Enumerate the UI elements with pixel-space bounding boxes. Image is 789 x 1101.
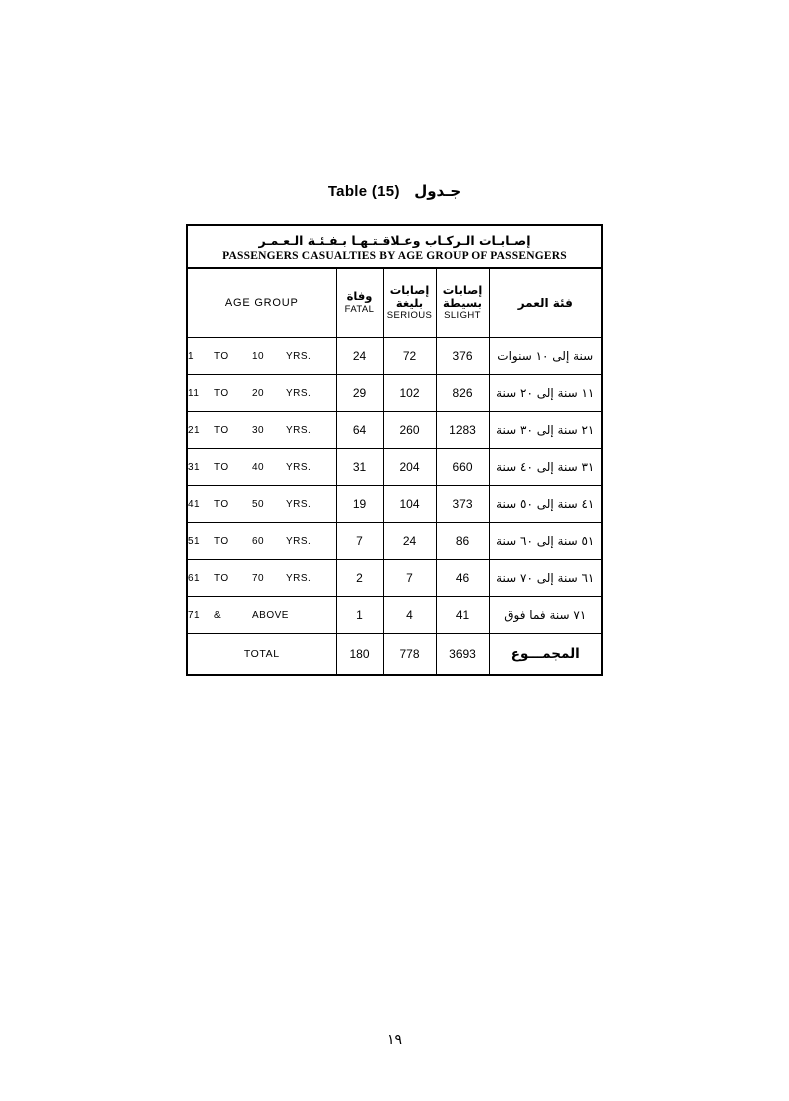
total-slight: 3693 <box>436 634 489 675</box>
cell-serious: 4 <box>383 597 436 634</box>
cell-age-range-ar: ٥١ سنة إلى ٦٠ سنة <box>489 523 601 560</box>
cell-age-range <box>188 560 336 597</box>
range-to: 20 <box>252 387 265 399</box>
range-unit: YRS. <box>286 424 312 436</box>
header-row <box>188 269 601 338</box>
table-head <box>188 269 601 338</box>
cell-age-range-ar: ٦١ سنة إلى ٧٠ سنة <box>489 560 601 597</box>
cell-slight: 86 <box>436 523 489 560</box>
cell-fatal: 64 <box>336 412 383 449</box>
casualties-table <box>186 224 603 676</box>
range-connector: TO <box>214 387 229 399</box>
cell-slight: 41 <box>436 597 489 634</box>
cell-fatal: 29 <box>336 375 383 412</box>
cell-age-range-ar: ٧١ سنة فما فوق <box>489 597 601 634</box>
cell-slight: 46 <box>436 560 489 597</box>
cell-fatal: 7 <box>336 523 383 560</box>
range-to: 60 <box>252 535 265 547</box>
range-connector: TO <box>214 572 229 584</box>
cell-serious: 7 <box>383 560 436 597</box>
range-to: ABOVE <box>252 609 289 621</box>
page-number: ١٩ <box>386 1032 403 1048</box>
cell-serious: 72 <box>383 338 436 375</box>
range-from: 1 <box>188 350 195 362</box>
cell-age-range <box>188 486 336 523</box>
table-row <box>188 560 601 597</box>
cell-fatal: 1 <box>336 597 383 634</box>
range-to: 50 <box>252 498 265 510</box>
range-to: 30 <box>252 424 265 436</box>
cell-age-range-ar: ٤١ سنة إلى ٥٠ سنة <box>489 486 601 523</box>
range-unit: YRS. <box>286 350 312 362</box>
header-serious-ar: إصابات بليغة <box>389 282 430 311</box>
table-row <box>188 523 601 560</box>
table-row <box>188 375 601 412</box>
range-connector: TO <box>214 350 229 362</box>
header-fatal <box>336 269 383 338</box>
cell-serious: 102 <box>383 375 436 412</box>
header-slight <box>436 269 489 338</box>
cell-age-range <box>188 449 336 486</box>
header-age-group-ar: فئة العمر <box>489 269 601 338</box>
table-row <box>188 412 601 449</box>
header-serious-en: SERIOUS <box>386 310 433 322</box>
range-unit: YRS. <box>286 387 312 399</box>
range-connector: & <box>214 609 222 621</box>
cell-age-range-ar: سنة إلى ١٠ سنوات <box>489 338 601 375</box>
total-label-ar: المجمـــوع <box>489 634 601 675</box>
cell-fatal: 19 <box>336 486 383 523</box>
table-row <box>188 338 601 375</box>
range-from: 61 <box>188 572 201 584</box>
range-from: 31 <box>188 461 201 473</box>
range-unit: YRS. <box>286 572 312 584</box>
range-to: 70 <box>252 572 265 584</box>
range-to: 10 <box>252 350 265 362</box>
page-title <box>0 182 789 200</box>
cell-slight: 660 <box>436 449 489 486</box>
range-from: 71 <box>188 609 201 621</box>
table-caption <box>188 226 601 269</box>
cell-fatal: 24 <box>336 338 383 375</box>
total-serious: 778 <box>383 634 436 675</box>
cell-age-range-ar: ٣١ سنة إلى ٤٠ سنة <box>489 449 601 486</box>
range-unit: YRS. <box>286 535 312 547</box>
total-label-en: TOTAL <box>188 634 336 675</box>
range-unit: YRS. <box>286 498 312 510</box>
cell-slight: 373 <box>436 486 489 523</box>
cell-serious: 204 <box>383 449 436 486</box>
cell-serious: 260 <box>383 412 436 449</box>
cell-age-range <box>188 523 336 560</box>
cell-age-range-ar: ٢١ سنة إلى ٣٠ سنة <box>489 412 601 449</box>
range-from: 41 <box>188 498 201 510</box>
header-slight-en: SLIGHT <box>444 310 481 322</box>
cell-age-range <box>188 375 336 412</box>
range-from: 51 <box>188 535 201 547</box>
range-connector: TO <box>214 424 229 436</box>
header-fatal-ar: وفاة <box>346 289 373 304</box>
cell-slight: 376 <box>436 338 489 375</box>
caption-arabic: إصـابـات الـركـاب وعـلاقـتـهـا بـفـئـة الـعـمـر <box>258 233 531 248</box>
cell-fatal: 31 <box>336 449 383 486</box>
caption-english: PASSENGERS CASUALTIES BY AGE GROUP OF PASSENGERS <box>222 250 567 262</box>
cell-fatal: 2 <box>336 560 383 597</box>
data-table <box>188 269 601 674</box>
table-total-row <box>188 634 601 675</box>
header-slight-ar: إصابات بسيطة <box>442 282 483 311</box>
cell-slight: 826 <box>436 375 489 412</box>
table-row <box>188 486 601 523</box>
range-connector: TO <box>214 461 229 473</box>
table-row <box>188 597 601 634</box>
cell-age-range <box>188 338 336 375</box>
cell-serious: 24 <box>383 523 436 560</box>
table-row <box>188 449 601 486</box>
range-from: 11 <box>188 387 200 399</box>
range-connector: TO <box>214 535 229 547</box>
header-age-group-en: AGE GROUP <box>188 269 336 338</box>
table-body <box>188 338 601 675</box>
total-fatal: 180 <box>336 634 383 675</box>
header-serious <box>383 269 436 338</box>
range-to: 40 <box>252 461 265 473</box>
range-from: 21 <box>188 424 201 436</box>
cell-age-range-ar: ١١ سنة إلى ٢٠ سنة <box>489 375 601 412</box>
cell-age-range <box>188 412 336 449</box>
range-connector: TO <box>214 498 229 510</box>
range-unit: YRS. <box>286 461 312 473</box>
page-title-en: Table (15) <box>327 183 400 200</box>
header-fatal-en: FATAL <box>344 303 375 315</box>
cell-serious: 104 <box>383 486 436 523</box>
cell-age-range <box>188 597 336 634</box>
cell-slight: 1283 <box>436 412 489 449</box>
page-title-ar: جـدول <box>414 182 462 200</box>
